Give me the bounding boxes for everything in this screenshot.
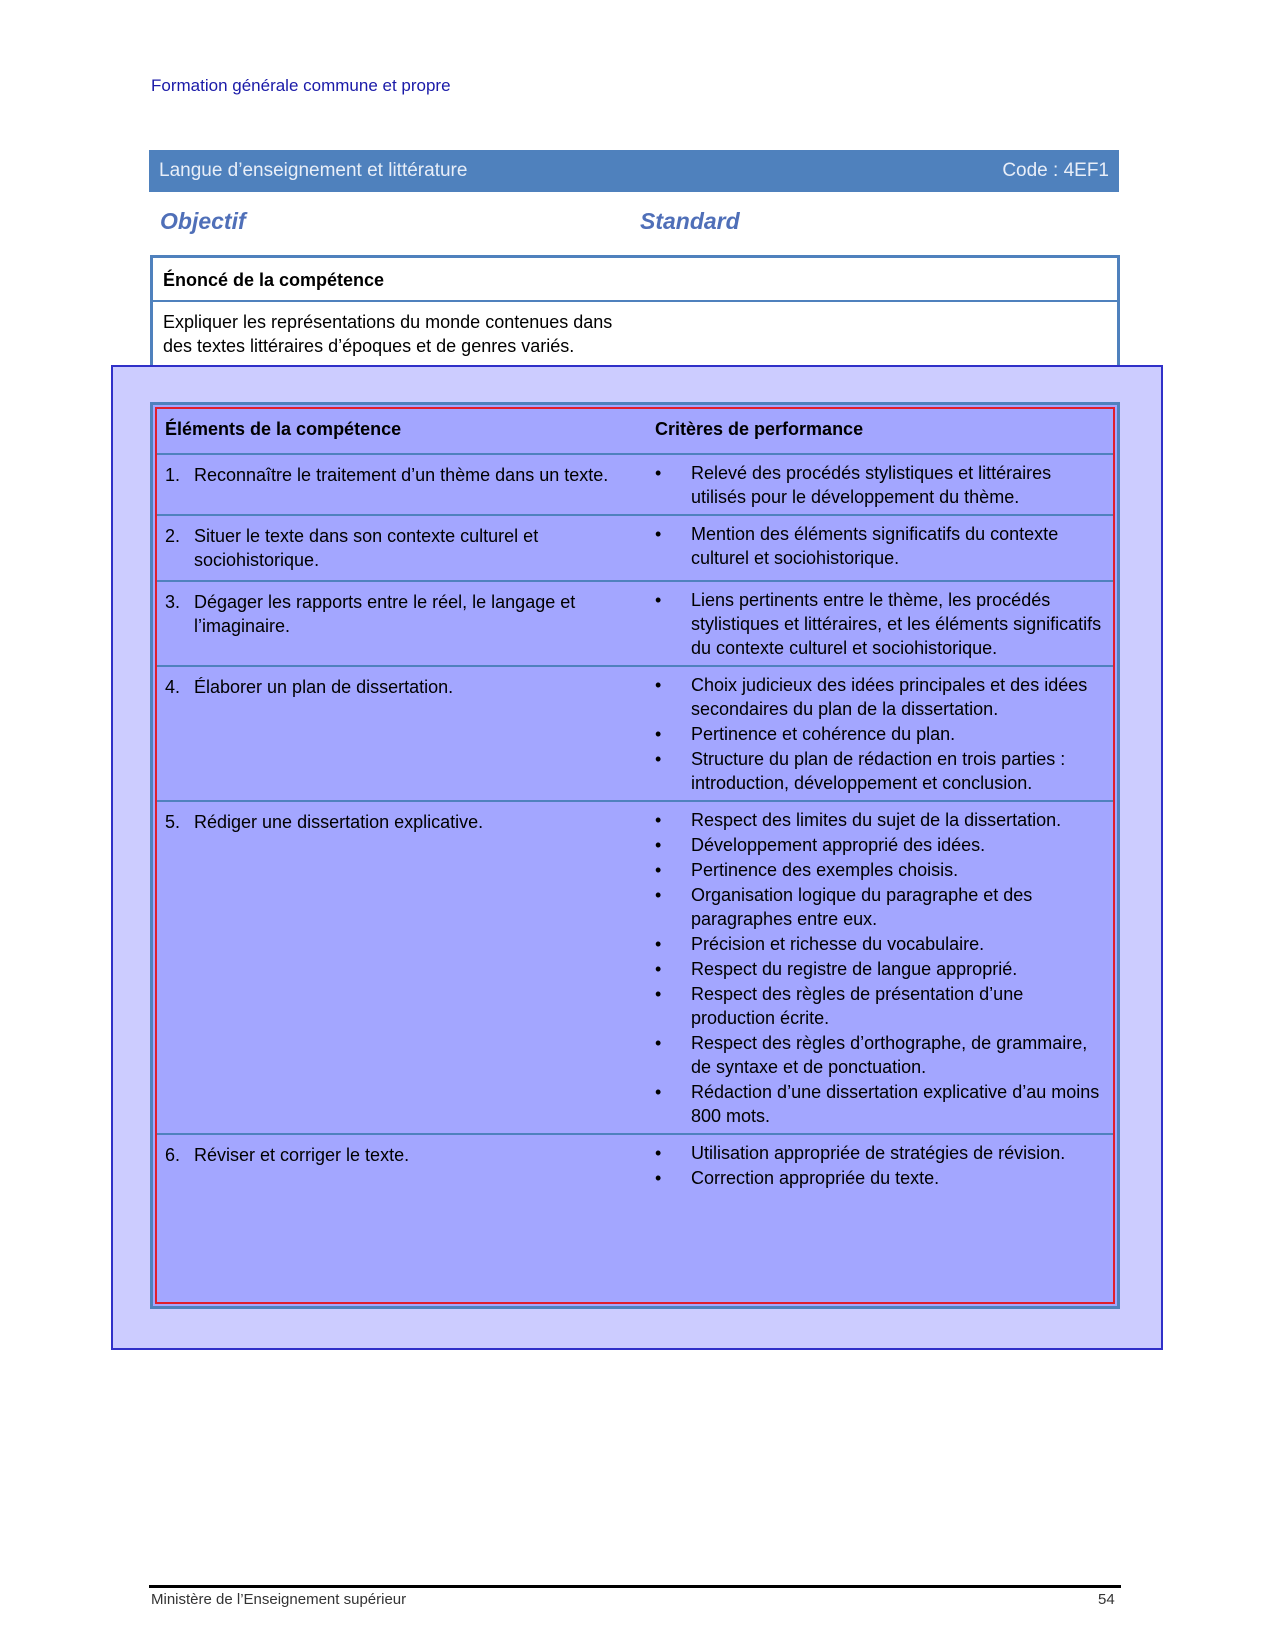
course-title: Langue d’enseignement et littérature — [159, 160, 468, 181]
bullet-icon: • — [655, 810, 662, 830]
course-code: Code : 4EF1 — [1002, 160, 1109, 181]
competence-element — [157, 516, 653, 580]
table-row — [157, 1134, 1113, 1195]
list-item — [653, 808, 1113, 832]
element-text: Rédiger une dissertation explicative. — [194, 812, 484, 832]
objectif-label: Objectif — [160, 208, 246, 234]
bullet-icon: • — [655, 835, 662, 855]
criterion-text: Organisation logique du paragraphe et des paragraphes entre eux. — [691, 885, 1033, 929]
criterion-text: Relevé des procédés stylistiques et littéraires utilisés pour le développement du thème. — [691, 463, 1052, 507]
list-item — [653, 522, 1113, 570]
criterion-text: Respect du registre de langue approprié. — [691, 959, 1018, 979]
element-text: Situer le texte dans son contexte culturel et sociohistorique. — [194, 526, 539, 570]
table-row — [157, 515, 1113, 581]
element-number: 4. — [165, 677, 181, 697]
list-item — [653, 957, 1113, 981]
element-text: Reconnaître le traitement d’un thème dans un texte. — [194, 465, 609, 485]
enonce-text: Expliquer les représentations du monde contenues dans des textes littéraires d’époques et de genres variés. — [163, 312, 613, 356]
standard-label: Standard — [640, 208, 740, 234]
element-number: 3. — [165, 592, 181, 612]
competence-table-inner — [155, 407, 1115, 1304]
bullet-icon: • — [655, 860, 662, 880]
criteria-list — [653, 516, 1113, 575]
criteria-list — [653, 667, 1113, 800]
criterion-text: Liens pertinents entre le thème, les procédés stylistiques et littéraires, et les éléments significatifs du contexte culturel et sociohistorique. — [691, 590, 1102, 658]
criterion-text: Structure du plan de rédaction en trois parties : introduction, développement et conclusion. — [691, 749, 1066, 793]
list-item — [653, 883, 1113, 931]
footer-ministry: Ministère de l’Enseignement supérieur — [151, 1591, 407, 1608]
criteria-list — [653, 455, 1113, 514]
criterion-text: Utilisation appropriée de stratégies de révision. — [691, 1143, 1066, 1163]
list-item — [653, 1031, 1113, 1079]
page-header: Formation générale commune et propre — [151, 76, 451, 95]
bullet-icon: • — [655, 524, 662, 544]
criterion-text: Précision et richesse du vocabulaire. — [691, 934, 985, 954]
criterion-text: Rédaction d’une dissertation explicative d’au moins 800 mots. — [691, 1082, 1100, 1126]
list-item — [653, 858, 1113, 882]
element-cell — [157, 801, 653, 1134]
bullet-icon: • — [655, 885, 662, 905]
bullet-icon: • — [655, 749, 662, 769]
criteria-cell — [653, 666, 1113, 801]
list-item — [653, 833, 1113, 857]
bullet-icon: • — [655, 984, 662, 1004]
footer-divider — [149, 1585, 1121, 1588]
element-cell — [157, 454, 653, 515]
element-number: 6. — [165, 1145, 181, 1165]
criterion-text: Choix judicieux des idées principales et des idées secondaires du plan de la dissertation. — [691, 675, 1088, 719]
list-item — [653, 982, 1113, 1030]
list-item — [653, 1080, 1113, 1128]
criterion-text: Pertinence et cohérence du plan. — [691, 724, 956, 744]
bullet-icon: • — [655, 959, 662, 979]
criteria-cell — [653, 1134, 1113, 1195]
table-header-row — [157, 409, 1113, 454]
competence-element — [157, 1135, 653, 1175]
element-text: Élaborer un plan de dissertation. — [194, 677, 454, 697]
competence-element — [157, 455, 653, 495]
criteria-cell — [653, 801, 1113, 1134]
criterion-text: Développement approprié des idées. — [691, 835, 986, 855]
bullet-icon: • — [655, 675, 662, 695]
criteria-list — [653, 1135, 1113, 1195]
criterion-text: Pertinence des exemples choisis. — [691, 860, 959, 880]
col-header-criteria: Critères de performance — [655, 419, 864, 439]
element-cell — [157, 515, 653, 581]
list-item — [653, 1141, 1113, 1165]
criteria-cell — [653, 515, 1113, 581]
table-row — [157, 666, 1113, 801]
criterion-text: Respect des limites du sujet de la dissertation. — [691, 810, 1062, 830]
table-row — [157, 801, 1113, 1134]
bullet-icon: • — [655, 1082, 662, 1102]
criteria-cell — [653, 454, 1113, 515]
element-cell — [157, 666, 653, 801]
competence-element — [157, 582, 653, 646]
list-item — [653, 747, 1113, 795]
criterion-text: Mention des éléments significatifs du contexte culturel et sociohistorique. — [691, 524, 1059, 568]
criteria-list — [653, 802, 1113, 1133]
bullet-icon: • — [655, 724, 662, 744]
bullet-icon: • — [655, 934, 662, 954]
criterion-text: Correction appropriée du texte. — [691, 1168, 940, 1188]
element-cell — [157, 1134, 653, 1195]
element-number: 5. — [165, 812, 181, 832]
element-text: Dégager les rapports entre le réel, le langage et l’imaginaire. — [194, 592, 576, 636]
element-number: 1. — [165, 465, 181, 485]
element-number: 2. — [165, 526, 181, 546]
list-item — [653, 932, 1113, 956]
list-item — [653, 1166, 1113, 1190]
competence-table — [150, 402, 1120, 1309]
element-text: Réviser et corriger le texte. — [194, 1145, 410, 1165]
competence-element — [157, 667, 653, 707]
bullet-icon: • — [655, 590, 662, 610]
bullet-icon: • — [655, 1143, 662, 1163]
element-cell — [157, 581, 653, 666]
course-title-bar — [149, 150, 1119, 192]
list-item — [653, 588, 1113, 660]
bullet-icon: • — [655, 1168, 662, 1188]
list-item — [653, 722, 1113, 746]
table-row — [157, 581, 1113, 666]
bullet-icon: • — [655, 463, 662, 483]
bullet-icon: • — [655, 1033, 662, 1053]
col-header-elements: Éléments de la compétence — [165, 419, 402, 439]
list-item — [653, 461, 1113, 509]
criteria-list — [653, 582, 1113, 665]
criteria-cell — [653, 581, 1113, 666]
competence-element — [157, 802, 653, 842]
criterion-text: Respect des règles de présentation d’une production écrite. — [691, 984, 1024, 1028]
table-row — [157, 454, 1113, 515]
objective-standard-row — [160, 208, 760, 238]
criterion-text: Respect des règles d’orthographe, de grammaire, de syntaxe et de ponctuation. — [691, 1033, 1088, 1077]
footer-page-number: 54 — [1098, 1591, 1115, 1608]
competence-grid — [157, 409, 1113, 1195]
enonce-heading: Énoncé de la compétence — [153, 258, 1117, 302]
list-item — [653, 673, 1113, 721]
